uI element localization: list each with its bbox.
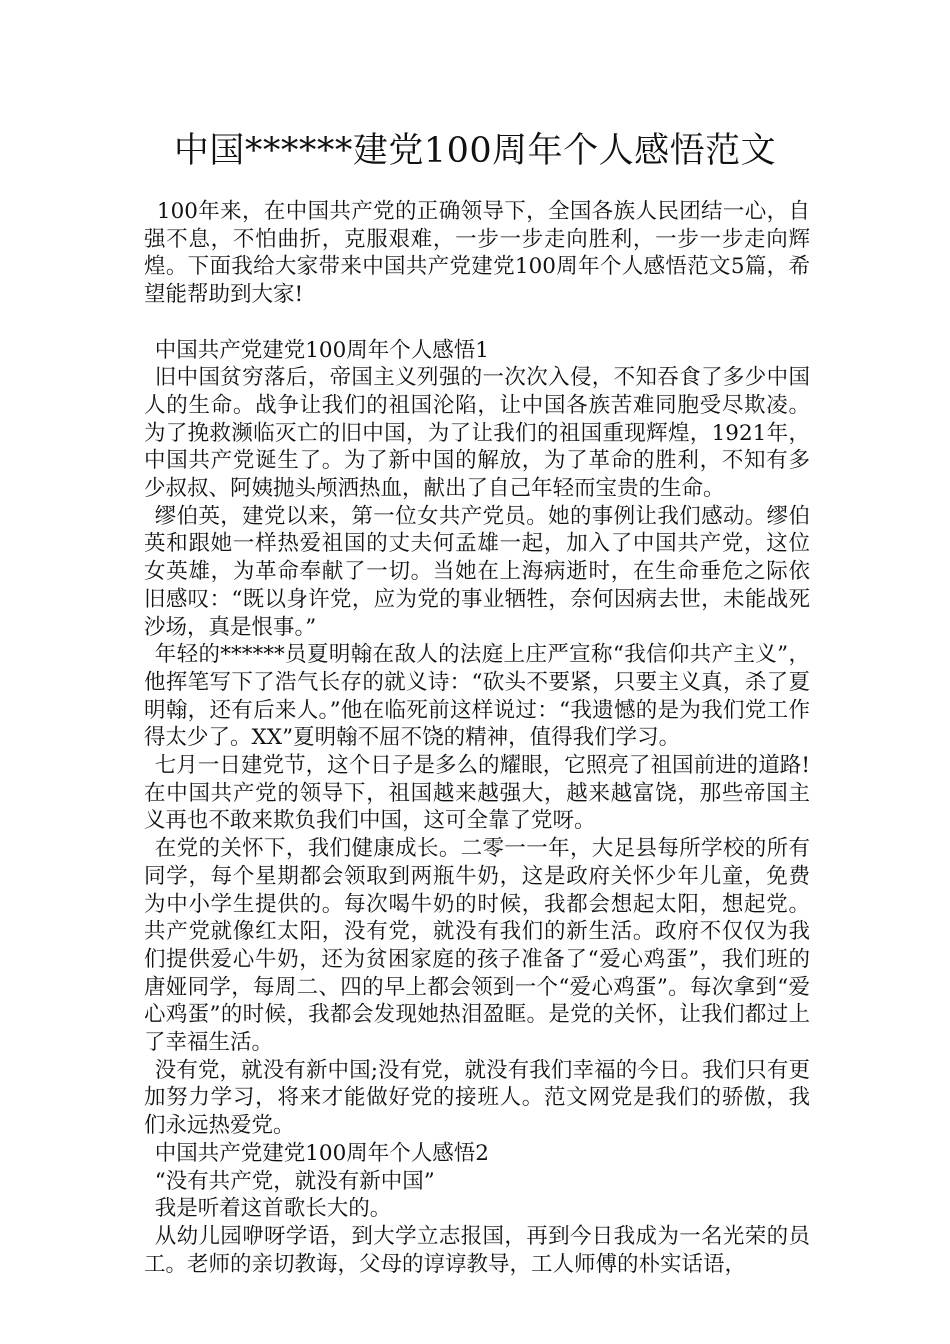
paragraph-spacer xyxy=(144,309,810,337)
body-paragraph: 旧中国贫穷落后，帝国主义列强的一次次入侵，不知吞食了多少中国人的生命。战争让我们的祖国沦陷，让中国各族苦难同胞受尽欺凌。为了挽救濒临灭亡的旧中国，为了让我们的祖国重现辉煌，1921年，中国共产党诞生了。为了新中国的解放，为了革命的胜利，不知有多少叔叔、阿姨抛头颅洒热血，献出了自己年轻而宝贵的生命。 xyxy=(144,365,810,502)
body-paragraph: 我是听着这首歌长大的。 xyxy=(154,1196,392,1222)
section-heading-2: 中国共产党建党100周年个人感悟2 xyxy=(154,1140,489,1166)
body-paragraph: “没有共产党，就没有新中国” xyxy=(154,1168,435,1194)
section-heading-1: 中国共产党建党100周年个人感悟1 xyxy=(154,337,489,363)
body-paragraph: 缪伯英，建党以来，第一位女共产党员。她的事例让我们感动。缪伯英和跟她一样热爱祖国的丈夫何孟雄一起，加入了中国共产党，这位女英雄，为革命奉献了一切。当她在上海病逝时，在生命垂危之际依旧感叹：“既以身许党，应为党的事业牺牲，奈何因病去世，未能战死沙场，真是恨事。” xyxy=(144,503,810,640)
body-paragraph: 在党的关怀下，我们健康成长。二零一一年，大足县每所学校的所有同学，每个星期都会领取到两瓶牛奶，这是政府关怀少年儿童，免费为中小学生提供的。每次喝牛奶的时候，我都会想起太阳，想起党。共产党就像红太阳，没有党，就没有我们的新生活。政府不仅仅为我们提供爱心牛奶，还为贫困家庭的孩子准备了“爱心鸡蛋”，我们班的唐娅同学，每周二、四的早上都会领到一个“爱心鸡蛋”。每次拿到“爱心鸡蛋”的时候，我都会发现她热泪盈眶。是党的关怀，让我们都过上了幸福生活。 xyxy=(144,836,810,1056)
page-title: 中国******建党100周年个人感悟范文 xyxy=(173,131,777,171)
body-paragraph: 从幼儿园咿呀学语，到大学立志报国，再到今日我成为一名光荣的员工。老师的亲切教诲，父母的谆谆教导，工人师傅的朴实话语， xyxy=(144,1224,810,1277)
body-paragraph: 没有党，就没有新中国;没有党，就没有我们幸福的今日。我们只有更加努力学习，将来才能做好党的接班人。范文网党是我们的骄傲，我们永远热爱党。 xyxy=(144,1057,810,1139)
intro-paragraph: 100年来，在中国共产党的正确领导下，全国各族人民团结一心，自强不息，不怕曲折，克服艰难，一步一步走向胜利，一步一步走向辉煌。下面我给大家带来中国共产党建党100周年个人感悟范文5篇，希望能帮助到大家! xyxy=(144,199,810,308)
document-body xyxy=(144,198,810,1278)
body-paragraph: 七月一日建党节，这个日子是多么的耀眼，它照亮了祖国前进的道路!在中国共产党的领导下，祖国越来越强大，越来越富饶，那些帝国主义再也不敢来欺负我们中国，这可全靠了党呀。 xyxy=(144,753,810,834)
body-paragraph: 年轻的******员夏明翰在敌人的法庭上庄严宣称“我信仰共产主义”，他挥笔写下了浩气长存的就义诗：“砍头不要紧，只要主义真，杀了夏明翰，还有后来人。”他在临死前这样说过：“我遗憾的是为我们党工作得太少了。XX”夏明翰不屈不饶的精神，值得我们学习。 xyxy=(144,642,810,751)
